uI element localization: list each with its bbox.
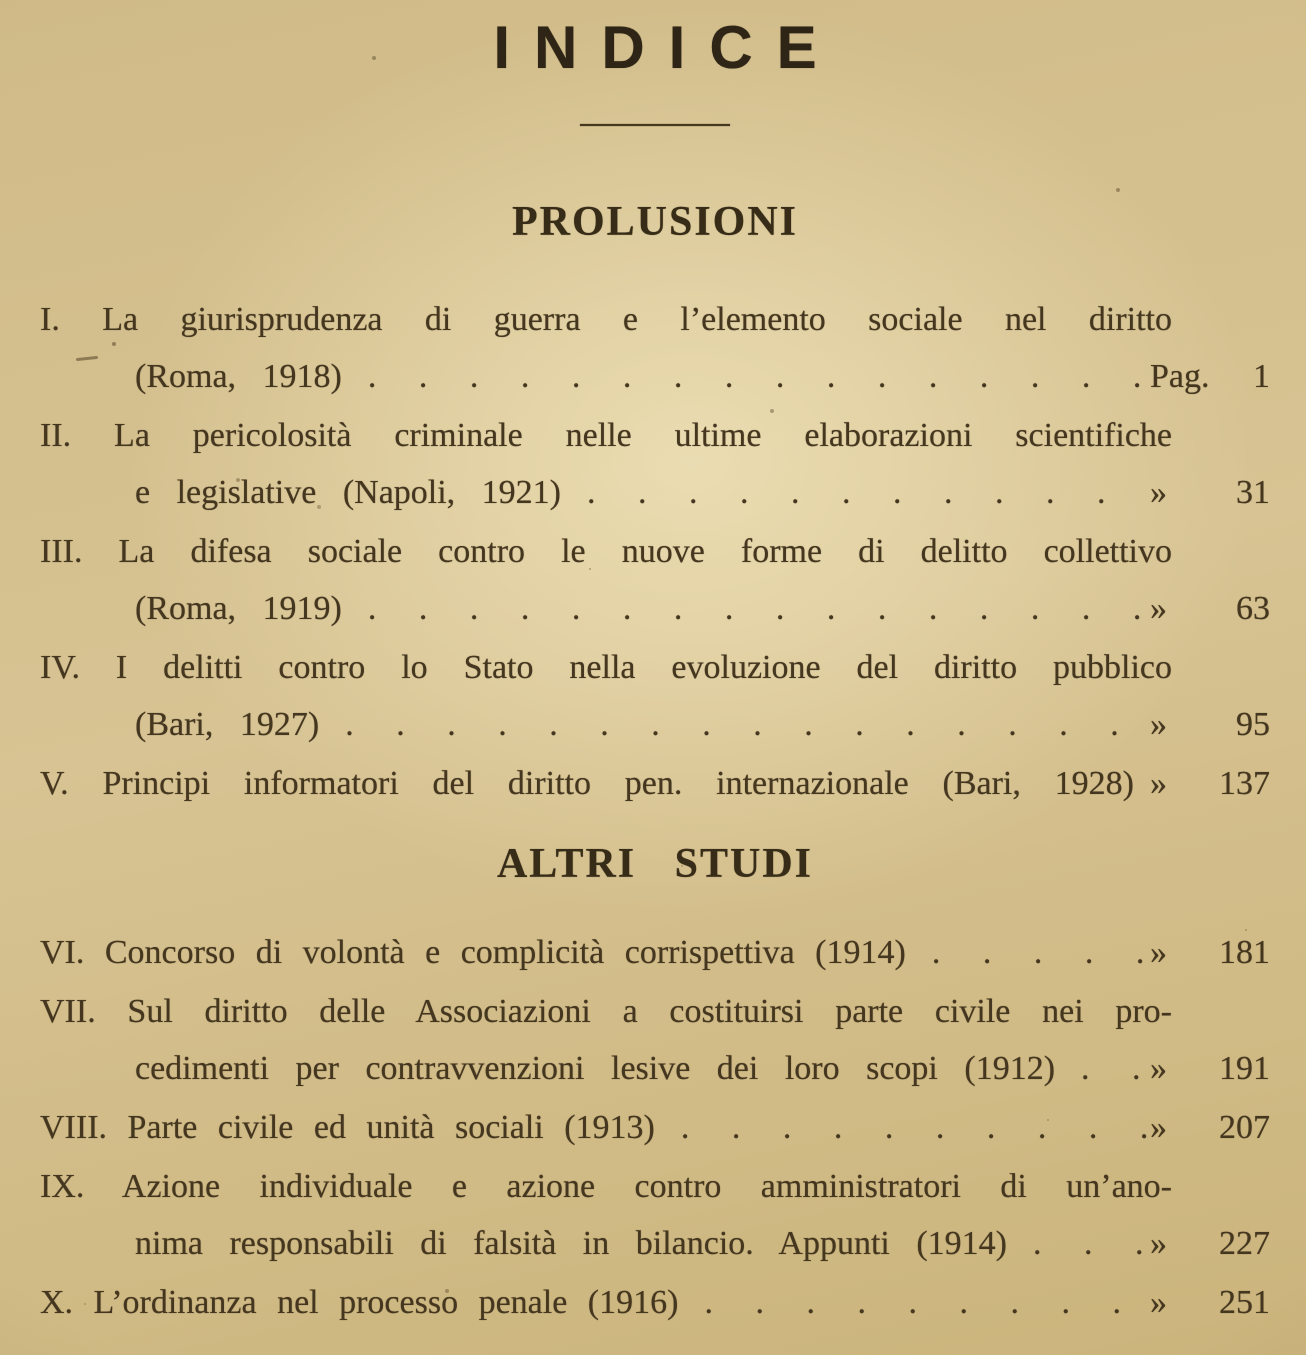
title-rule [580,124,730,126]
toc-entry-line [40,924,1270,981]
toc-entry-2 [40,407,1270,521]
page-number [1150,1274,1270,1331]
toc-section-altri-studi [40,924,1270,1331]
page-value: 31 [1236,474,1270,511]
page-value: 191 [1219,1050,1270,1087]
toc-entry-text: X. L’ordinanza nel processo penale (1916) [40,1284,679,1321]
page-value: 181 [1219,934,1270,971]
page-mark: » [1150,765,1167,802]
toc-entry-10 [40,1274,1270,1331]
page-value: 95 [1236,706,1270,743]
page-mark: » [1150,1284,1167,1321]
page-mark: Pag. [1150,358,1210,395]
page-value: 251 [1219,1284,1270,1321]
toc-entry-continuation: (Roma, 1918) [135,358,342,395]
toc-entry-text: VI. Concorso di volontà e complicità corrispettiva (1914) [40,934,906,971]
page-number [1150,580,1270,637]
dot-leader [319,696,1150,753]
toc-section-prolusioni [40,291,1270,812]
toc-entry-text: VIII. Parte civile ed unità sociali (1913) [40,1109,655,1146]
page-mark: » [1150,590,1167,627]
page-value: 207 [1219,1109,1270,1146]
toc-entry-4 [40,639,1270,753]
toc-entry-line [40,1040,1270,1097]
toc-entry-6 [40,924,1270,981]
page-value: 227 [1219,1225,1270,1262]
toc-entry-line [40,1215,1270,1272]
toc-entry-line [40,1274,1270,1331]
dot-leader [1007,1215,1150,1272]
page-mark: » [1150,934,1167,971]
toc-entry-line [40,464,1270,521]
toc-entry-continuation: nima responsabili di falsità in bilancio. Appunti (1914) [135,1225,1007,1262]
toc-entry-line [40,580,1270,637]
toc-entry-continuation: cedimenti per contravvenzioni lesive dei loro scopi (1912) [135,1050,1056,1087]
page-number [1150,464,1270,521]
toc-entry-continuation: (Roma, 1919) [135,590,342,627]
toc-entry-line: III. La difesa sociale contro le nuove forme di delitto collettivo [40,533,1172,570]
page-mark: » [1150,1225,1167,1262]
toc-entry-line [40,696,1270,753]
toc-entry-line [40,1099,1270,1156]
dot-leader [678,1274,1150,1331]
dot-leader [342,348,1150,405]
toc-entry-line: IX. Azione individuale e azione contro amministratori di un’ano- [40,1168,1172,1205]
page-mark: » [1150,706,1167,743]
page-number [1150,755,1270,812]
page-mark: » [1150,1109,1167,1146]
section-heading-altri-studi: ALTRI STUDI [496,841,814,887]
toc-entry-8 [40,1099,1270,1156]
page-number [1150,1215,1270,1272]
toc-entry-text: V. Principi informatori del diritto pen. internazionale (Bari, 1928) [40,765,1134,802]
toc-entry-line: I. La giurisprudenza di guerra e l’elemento sociale nel diritto [40,301,1172,338]
toc-entry-9 [40,1158,1270,1272]
page-number [1150,1040,1270,1097]
dot-leader [561,464,1150,521]
dot-leader [1055,1040,1150,1097]
page-mark: » [1150,1050,1167,1087]
page-value: 63 [1236,590,1270,627]
toc-entry-line: II. La pericolosità criminale nelle ultime elaborazioni scientifiche [40,417,1172,454]
toc-entry-line [40,755,1270,812]
toc-entry-7 [40,983,1270,1097]
toc-entry-continuation: e legislative (Napoli, 1921) [135,474,562,511]
dot-leader [906,924,1150,981]
section-heading-prolusioni: PROLUSIONI [511,199,799,245]
toc-entry-continuation: (Bari, 1927) [135,706,320,743]
toc-entry-line: IV. I delitti contro lo Stato nella evoluzione del diritto pubblico [40,649,1172,686]
page-number [1150,696,1270,753]
dot-leader [655,1099,1150,1156]
toc-entry-line [40,348,1270,405]
page-number [1150,348,1270,405]
page-value: 1 [1253,358,1270,395]
page-value: 137 [1219,765,1270,802]
toc-entry-1 [40,291,1270,405]
page-mark: » [1150,474,1167,511]
page-number [1150,924,1270,981]
toc-entry-3 [40,523,1270,637]
toc-entry-5 [40,755,1270,812]
toc-entry-line: VII. Sul diritto delle Associazioni a costituirsi parte civile nei pro- [40,993,1172,1030]
dot-leader [342,580,1150,637]
page-title: INDICE [493,14,841,81]
page-number [1150,1099,1270,1156]
